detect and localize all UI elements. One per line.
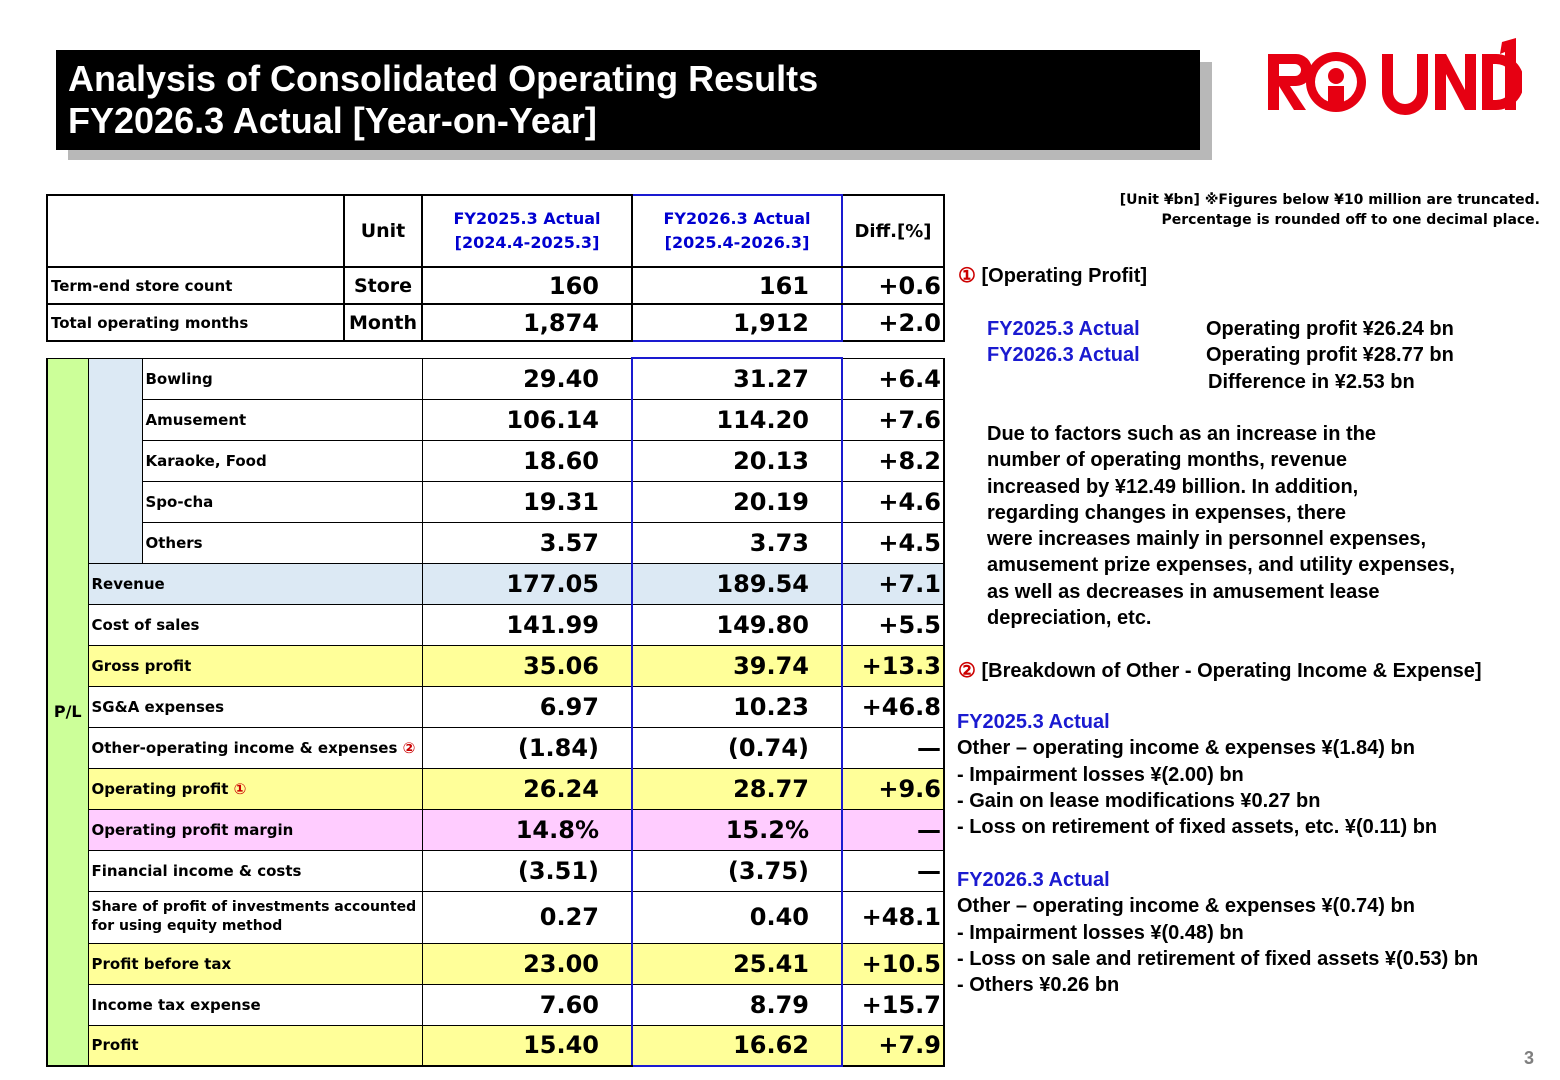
page-title bbox=[56, 50, 1200, 150]
row-label-text: Other-operating income & expenses bbox=[91, 738, 398, 757]
section2-marker: ② bbox=[958, 660, 976, 682]
value-diff: +2.0 bbox=[842, 304, 944, 341]
section1-row-label: FY2026.3 Actual bbox=[987, 344, 1140, 367]
row-label-text: Financial income & costs bbox=[91, 861, 302, 880]
value-fy2026: 28.77 bbox=[632, 768, 842, 809]
section1-paragraph-line: increased by ¥12.49 billion. In addition, bbox=[987, 475, 1359, 498]
header-fy2026 bbox=[632, 195, 842, 267]
section1-paragraph-line: were increases mainly in personnel expenses, bbox=[987, 528, 1427, 551]
value-fy2026: (3.75) bbox=[632, 850, 842, 891]
row-label-text: Income tax expense bbox=[91, 995, 261, 1014]
value-fy2026: 149.80 bbox=[632, 604, 842, 645]
row-label bbox=[88, 943, 422, 984]
value-diff: +7.6 bbox=[842, 399, 944, 440]
value-diff: +9.6 bbox=[842, 768, 944, 809]
section1-rows bbox=[987, 316, 1454, 395]
value-diff: +13.3 bbox=[842, 645, 944, 686]
pl-side-label: P/L bbox=[47, 358, 88, 1066]
value-fy2026: 8.79 bbox=[632, 984, 842, 1025]
row-marker: ② bbox=[402, 738, 416, 757]
value-diff: +15.7 bbox=[842, 984, 944, 1025]
header-fy2026-title: FY2026.3 Actual bbox=[663, 209, 811, 228]
value-fy2025: 35.06 bbox=[422, 645, 632, 686]
value-diff: +10.5 bbox=[842, 943, 944, 984]
value-fy2026: 16.62 bbox=[632, 1025, 842, 1066]
store-count-table bbox=[46, 194, 945, 342]
value-fy2025: 14.8% bbox=[422, 809, 632, 850]
value-fy2026: 161 bbox=[632, 267, 842, 304]
value-fy2026: 1,912 bbox=[632, 304, 842, 341]
row-label bbox=[88, 563, 422, 604]
section2-title: [Breakdown of Other - Operating Income & Expense] bbox=[981, 660, 1482, 682]
row-label-text: Revenue bbox=[91, 574, 165, 593]
section1-paragraph-line: regarding changes in expenses, there bbox=[987, 501, 1347, 524]
row-label bbox=[88, 984, 422, 1025]
value-fy2026: 3.73 bbox=[632, 522, 842, 563]
row-label bbox=[88, 604, 422, 645]
section1-paragraph-line: number of operating months, revenue bbox=[987, 449, 1348, 472]
page-title-line2: FY2026.3 Actual [Year-on-Year] bbox=[68, 100, 597, 141]
value-fy2025: 18.60 bbox=[422, 440, 632, 481]
revenue-breakdown-row bbox=[47, 440, 944, 481]
header-fy2025-period: [2024.4-2025.3] bbox=[454, 233, 600, 252]
row-label-text: Operating profit margin bbox=[91, 820, 294, 839]
pl-row bbox=[47, 850, 944, 891]
value-fy2025: 160 bbox=[422, 267, 632, 304]
pl-row bbox=[47, 1025, 944, 1066]
value-fy2025: (1.84) bbox=[422, 727, 632, 768]
table-row bbox=[47, 304, 944, 341]
value-fy2026: 20.19 bbox=[632, 481, 842, 522]
section2-block-line: - Loss on sale and retirement of fixed assets ¥(0.53) bn bbox=[957, 947, 1479, 970]
revenue-breakdown-row bbox=[47, 522, 944, 563]
header-unit: Unit bbox=[344, 195, 422, 267]
pl-table-body bbox=[47, 358, 944, 1066]
row-label-text: Cost of sales bbox=[91, 615, 200, 634]
header-diff: Diff.[%] bbox=[842, 195, 944, 267]
value-diff: +8.2 bbox=[842, 440, 944, 481]
section2-block-line: - Others ¥0.26 bn bbox=[957, 974, 1120, 997]
row-label bbox=[88, 768, 422, 809]
pl-row bbox=[47, 984, 944, 1025]
row-label: Amusement bbox=[142, 399, 422, 440]
row-label bbox=[88, 727, 422, 768]
value-fy2026: 114.20 bbox=[632, 399, 842, 440]
value-diff: +6.4 bbox=[842, 358, 944, 399]
section2-block-line: Other – operating income & expenses ¥(1.84) bn bbox=[957, 737, 1415, 760]
value-fy2025: 1,874 bbox=[422, 304, 632, 341]
revenue-breakdown-row bbox=[47, 481, 944, 522]
value-fy2025: 106.14 bbox=[422, 399, 632, 440]
value-fy2025: (3.51) bbox=[422, 850, 632, 891]
value-diff: — bbox=[842, 850, 944, 891]
row-label bbox=[88, 686, 422, 727]
pl-row bbox=[47, 645, 944, 686]
row-label-text: SG&A expenses bbox=[91, 697, 224, 716]
row-label-text: Operating profit bbox=[91, 779, 229, 798]
value-fy2026: 15.2% bbox=[632, 809, 842, 850]
value-diff: +4.6 bbox=[842, 481, 944, 522]
section2-heading bbox=[958, 658, 1482, 683]
row-label: Term-end store count bbox=[47, 267, 344, 304]
section1-paragraph-line: Due to factors such as an increase in the bbox=[987, 423, 1377, 445]
unit-note-line1: [Unit ¥bn] ※Figures below ¥10 million are truncated. bbox=[1119, 192, 1540, 208]
value-diff: +48.1 bbox=[842, 891, 944, 943]
section1-paragraph-line: as well as decreases in amusement lease bbox=[987, 580, 1380, 603]
value-fy2026: 20.13 bbox=[632, 440, 842, 481]
value-fy2025: 0.27 bbox=[422, 891, 632, 943]
pl-row bbox=[47, 809, 944, 850]
section1-row-value: Operating profit ¥28.77 bn bbox=[1206, 344, 1454, 367]
pl-row bbox=[47, 768, 944, 809]
value-fy2026: 10.23 bbox=[632, 686, 842, 727]
value-fy2025: 6.97 bbox=[422, 686, 632, 727]
value-fy2025: 177.05 bbox=[422, 563, 632, 604]
value-fy2025: 141.99 bbox=[422, 604, 632, 645]
row-unit: Month bbox=[344, 304, 422, 341]
row-label-text: Profit bbox=[91, 1036, 139, 1055]
section1-row-label: FY2025.3 Actual bbox=[987, 318, 1140, 340]
value-fy2025: 15.40 bbox=[422, 1025, 632, 1066]
section2-block-line: - Impairment losses ¥(2.00) bn bbox=[957, 763, 1244, 786]
section1-row bbox=[987, 316, 1454, 342]
value-diff: — bbox=[842, 809, 944, 850]
table-header-row bbox=[47, 195, 944, 267]
section1-paragraph-line: amusement prize expenses, and utility expenses, bbox=[987, 554, 1455, 577]
revenue-breakdown-row bbox=[47, 399, 944, 440]
value-fy2025: 26.24 bbox=[422, 768, 632, 809]
revenue-breakdown-row bbox=[47, 358, 944, 399]
value-diff: +7.9 bbox=[842, 1025, 944, 1066]
value-diff: +5.5 bbox=[842, 604, 944, 645]
section2-block bbox=[957, 709, 1437, 840]
row-label-text: Gross profit bbox=[91, 656, 192, 675]
value-fy2026: 189.54 bbox=[632, 563, 842, 604]
value-fy2025: 3.57 bbox=[422, 522, 632, 563]
revenue-indent-cell bbox=[88, 358, 142, 563]
row-label bbox=[88, 850, 422, 891]
row-label bbox=[88, 1025, 422, 1066]
unit-note-line2: Percentage is rounded off to one decimal place. bbox=[1161, 212, 1540, 228]
row-label: Bowling bbox=[142, 358, 422, 399]
row-label bbox=[88, 891, 422, 943]
row-label bbox=[88, 645, 422, 686]
header-empty-cell bbox=[47, 195, 344, 267]
row-label: Others bbox=[142, 522, 422, 563]
section1-title: [Operating Profit] bbox=[981, 265, 1148, 287]
section1-marker: ① bbox=[958, 265, 976, 287]
row-label: Karaoke, Food bbox=[142, 440, 422, 481]
pl-row bbox=[47, 604, 944, 645]
value-diff: +46.8 bbox=[842, 686, 944, 727]
row-marker: ① bbox=[233, 779, 247, 798]
pl-row bbox=[47, 686, 944, 727]
row-label bbox=[88, 809, 422, 850]
page-number: 3 bbox=[1524, 1048, 1535, 1068]
section2-block-label: FY2026.3 Actual bbox=[957, 869, 1110, 891]
value-fy2026: 0.40 bbox=[632, 891, 842, 943]
section1-heading bbox=[958, 263, 1147, 288]
header-fy2025-title: FY2025.3 Actual bbox=[453, 209, 601, 228]
section2-block-line: - Gain on lease modifications ¥0.27 bn bbox=[957, 789, 1321, 812]
row-label-text: Share of profit of investments accounted for using equity method bbox=[91, 899, 417, 934]
round1-logo bbox=[1262, 38, 1522, 118]
header-fy2026-period: [2025.4-2026.3] bbox=[664, 233, 810, 252]
header-fy2025 bbox=[422, 195, 632, 267]
pl-table bbox=[46, 357, 945, 1067]
value-fy2026: 31.27 bbox=[632, 358, 842, 399]
value-fy2026: 39.74 bbox=[632, 645, 842, 686]
section2-block-line: Other – operating income & expenses ¥(0.74) bn bbox=[957, 895, 1415, 918]
value-fy2025: 29.40 bbox=[422, 358, 632, 399]
section2-block-line: - Loss on retirement of fixed assets, etc. ¥(0.11) bn bbox=[957, 816, 1438, 839]
row-label: Spo-cha bbox=[142, 481, 422, 522]
section1-paragraph-line: depreciation, etc. bbox=[987, 607, 1152, 630]
pl-row bbox=[47, 891, 944, 943]
value-diff: +4.5 bbox=[842, 522, 944, 563]
section1-row-value: Operating profit ¥26.24 bn bbox=[1206, 318, 1454, 340]
section2-block bbox=[957, 867, 1478, 998]
table-row bbox=[47, 267, 944, 304]
section1-row bbox=[987, 342, 1454, 368]
value-fy2025: 23.00 bbox=[422, 943, 632, 984]
row-unit: Store bbox=[344, 267, 422, 304]
value-fy2025: 19.31 bbox=[422, 481, 632, 522]
value-fy2026: (0.74) bbox=[632, 727, 842, 768]
row-label-text: Profit before tax bbox=[91, 954, 232, 973]
value-diff: — bbox=[842, 727, 944, 768]
value-diff: +7.1 bbox=[842, 563, 944, 604]
section1-paragraph bbox=[987, 421, 1455, 631]
section1-difference: Difference in ¥2.53 bn bbox=[1208, 370, 1415, 393]
section2-block-label: FY2025.3 Actual bbox=[957, 711, 1110, 733]
value-fy2025: 7.60 bbox=[422, 984, 632, 1025]
unit-note bbox=[1020, 190, 1540, 230]
pl-row bbox=[47, 727, 944, 768]
row-label: Total operating months bbox=[47, 304, 344, 341]
section2-block-line: - Impairment losses ¥(0.48) bn bbox=[957, 921, 1244, 944]
pl-row bbox=[47, 943, 944, 984]
value-fy2026: 25.41 bbox=[632, 943, 842, 984]
pl-row bbox=[47, 563, 944, 604]
value-diff: +0.6 bbox=[842, 267, 944, 304]
page-title-line1: Analysis of Consolidated Operating Results bbox=[68, 58, 819, 99]
